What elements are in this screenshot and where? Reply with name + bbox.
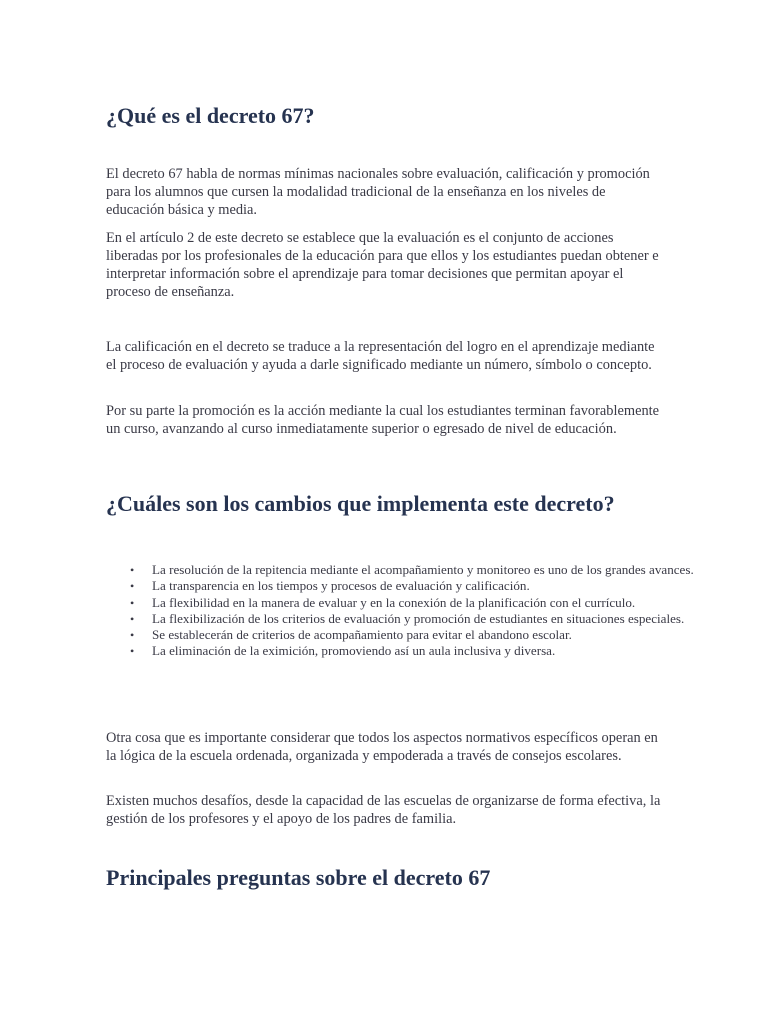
- paragraph-normative-aspects: Otra cosa que es importante considerar que todos los aspectos normativos específicos operan en la lógica de la escuela ordenada, organizada y empoderada a través de consejos escolares.: [106, 730, 658, 764]
- heading-main-questions: Principales preguntas sobre el decreto 67: [106, 865, 491, 890]
- list-item: [130, 562, 697, 578]
- list-item: [130, 643, 697, 659]
- list-item-text: La eliminación de la eximición, promoviendo así un aula inclusiva y diversa.: [152, 643, 556, 659]
- list-item: [130, 610, 697, 627]
- bullet-icon: •: [130, 563, 135, 577]
- heading-changes: ¿Cuáles son los cambios que implementa este decreto?: [106, 491, 615, 516]
- list-item: [130, 594, 697, 611]
- paragraph-grading: La calificación en el decreto se traduce a la representación del logro en el aprendizaje mediante el proceso de evaluación y ayuda a darle significado mediante un número, símbolo o concepto.: [106, 339, 655, 373]
- paragraph-decree-summary: El decreto 67 habla de normas mínimas nacionales sobre evaluación, calificación y promoción para los alumnos que cursen la modalidad tradicional de la enseñanza en los niveles de educación básica y media.: [106, 166, 650, 218]
- paragraph-challenges: Existen muchos desafíos, desde la capacidad de las escuelas de organizarse de forma efectiva, la gestión de los profesores y el apoyo de los padres de familia.: [106, 793, 661, 827]
- bullet-icon: •: [130, 628, 135, 643]
- paragraph-promotion: Por su parte la promoción es la acción mediante la cual los estudiantes terminan favorablemente un curso, avanzando al curso inmediatamente superior o egresado de nivel de educación.: [106, 403, 660, 437]
- bullet-icon: •: [130, 644, 135, 659]
- list-item-text: Se establecerán de criterios de acompañamiento para evitar el abandono escolar.: [152, 627, 572, 643]
- list-item: [130, 627, 697, 643]
- list-item-text: La transparencia en los tiempos y procesos de evaluación y calificación.: [152, 578, 530, 594]
- bullet-icon: •: [130, 579, 135, 594]
- paragraph-article-2: En el artículo 2 de este decreto se establece que la evaluación es el conjunto de acciones liberadas por los profesionales de la educación para que ellos y los estudiantes puedan obtener e interpretar información sobre el aprendizaje para tomar decisiones que permitan apoyar el proceso de enseñanza.: [106, 230, 659, 300]
- list-item-text: La flexibilización de los criterios de evaluación y promoción de estudiantes en situaciones especiales.: [152, 610, 685, 626]
- list-item-text: La resolución de la repitencia mediante el acompañamiento y monitoreo es uno de los grandes avances.: [152, 562, 694, 577]
- bullet-icon: •: [130, 595, 135, 610]
- bullet-icon: •: [130, 611, 135, 626]
- changes-list: [106, 562, 697, 660]
- list-item-text: La flexibilidad en la manera de evaluar y en la conexión de la planificación con el currículo.: [152, 594, 636, 610]
- heading-what-is-decree: ¿Qué es el decreto 67?: [106, 103, 315, 128]
- list-item: [130, 578, 697, 594]
